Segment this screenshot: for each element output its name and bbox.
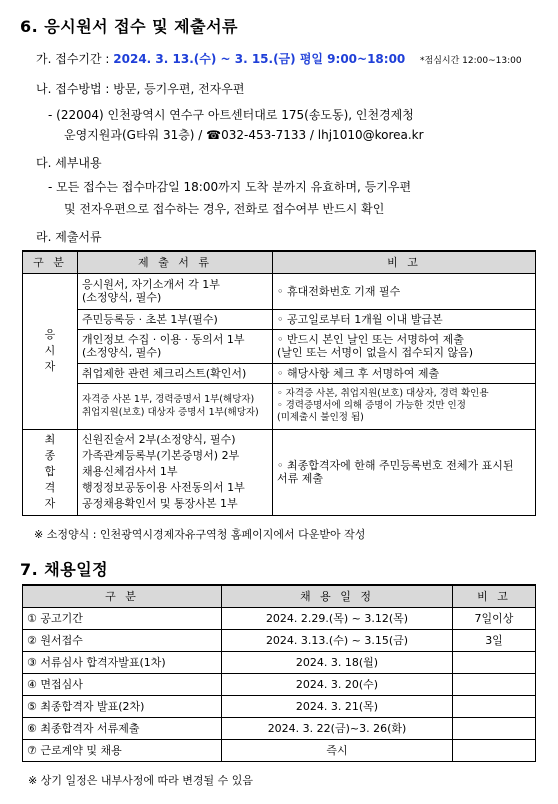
doc-note: ◦ 자격증 사본, 취업지원(보호) 대상자, 경력 확인용 ◦ 경력증명서에 의해 증명이 가능한 것만 인정 (미제출시 불인정 됨) (273, 383, 536, 429)
schedule-step (23, 629, 222, 651)
doc-note: ◦ 공고일로부터 1개월 이내 발급본 (273, 309, 536, 329)
step-name: 면접심사 (40, 678, 83, 691)
receipt-period-line (36, 50, 405, 67)
address-line-2: 운영지원과(G타워 31층) / ☎032-453-7133 / lhj1010@korea.kr (64, 128, 424, 142)
step-number: ⑥ (27, 722, 37, 735)
doc-note: ◦ 휴대전화번호 기재 필수 (273, 273, 536, 309)
doc-item: 응시원서, 자기소개서 각 1부 (소정양식, 필수) (78, 273, 273, 309)
schedule-date: 2024. 3. 22(금)~3. 26(화) (222, 717, 453, 739)
schedule-note (453, 739, 536, 761)
schedule-date: 2024. 3. 18(월) (222, 651, 453, 673)
doc-item: 취업제한 관련 체크리스트(확인서) (78, 363, 273, 383)
step-name: 서류심사 합격자발표(1차) (40, 656, 166, 669)
doc-note: ◦ 해당사항 체크 후 서명하여 제출 (273, 363, 536, 383)
schedule-date: 2024. 3. 21(목) (222, 695, 453, 717)
step-number: ⑤ (27, 700, 37, 713)
final-group-label: 최 종 합 격 자 (23, 429, 78, 515)
schedule-date: 2024. 3. 20(수) (222, 673, 453, 695)
schedule-note (453, 717, 536, 739)
docs-header-documents: 제 출 서 류 (78, 251, 273, 273)
schedule-note (453, 651, 536, 673)
step-number: ⑦ (27, 744, 37, 757)
details-line-2: 및 전자우편으로 접수하는 경우, 전화로 접수여부 반드시 확인 (64, 202, 385, 216)
schedule-row (23, 739, 536, 761)
schedule-row (23, 673, 536, 695)
schedule-row (23, 651, 536, 673)
details-label: 다. 세부내용 (36, 156, 102, 170)
schedule-row (23, 695, 536, 717)
step-name: 원서접수 (40, 634, 83, 647)
receipt-period-label: 가. 접수기간 : (36, 52, 110, 66)
schedule-step (23, 695, 222, 717)
schedule-row (23, 607, 536, 629)
schedule-date: 즉시 (222, 739, 453, 761)
section-6-title: 6. 응시원서 접수 및 제출서류 (20, 17, 239, 36)
step-number: ③ (27, 656, 37, 669)
doc-note: ◦ 최종합격자에 한해 주민등록번호 전체가 표시된 서류 제출 (273, 429, 536, 515)
doc-item: 주민등록등 · 초본 1부(필수) (78, 309, 273, 329)
step-name: 최종합격자 발표(2차) (40, 700, 145, 713)
docs-footnote: ※ 소정양식 : 인천광역시경제자유구역청 홈페이지에서 다운받아 작성 (34, 528, 366, 541)
schedule-note: 3일 (453, 629, 536, 651)
section-7-title: 7. 채용일정 (20, 560, 109, 579)
doc-note: ◦ 반드시 본인 날인 또는 서명하여 제출 (날인 또는 서명이 없을시 접수되지 않음) (273, 329, 536, 363)
schedule-date: 2024. 3.13.(수) ~ 3.15(금) (222, 629, 453, 651)
step-number: ① (27, 612, 37, 625)
doc-item: 개인정보 수집 · 이용 · 동의서 1부 (소정양식, 필수) (78, 329, 273, 363)
schedule-table (22, 584, 536, 762)
schedule-date: 2024. 2.29.(목) ~ 3.12(목) (222, 607, 453, 629)
schedule-row (23, 717, 536, 739)
schedule-footnote: ※ 상기 일정은 내부사정에 따라 변경될 수 있음 (28, 774, 253, 787)
schedule-header-date: 채 용 일 정 (222, 585, 453, 607)
schedule-note: 7일이상 (453, 607, 536, 629)
step-name: 근로계약 및 채용 (40, 744, 122, 757)
schedule-step (23, 739, 222, 761)
schedule-note (453, 695, 536, 717)
doc-item: 자격증 사본 1부, 경력증명서 1부(해당자) 취업지원(보호) 대상자 증명서 1부(해당자) (78, 383, 273, 429)
step-number: ④ (27, 678, 37, 691)
doc-item: 신원진술서 2부(소정양식, 필수) 가족관계등록부(기본증명서) 2부 채용신체검사서 1부 행정정보공동이용 사전동의서 1부 공정채용확인서 및 통장사본 1부 (78, 429, 273, 515)
step-name: 공고기간 (40, 612, 83, 625)
schedule-header-notes: 비 고 (453, 585, 536, 607)
receipt-method: 나. 접수방법 : 방문, 등기우편, 전자우편 (36, 82, 245, 96)
step-name: 최종합격자 서류제출 (40, 722, 140, 735)
documents-table (22, 250, 536, 516)
schedule-header-category: 구 분 (23, 585, 222, 607)
lunch-note: *점심시간 12:00~13:00 (420, 56, 522, 66)
details-line-1: - 모든 접수는 접수마감일 18:00까지 도착 분까지 유효하며, 등기우편 (48, 180, 412, 194)
schedule-step (23, 651, 222, 673)
schedule-note (453, 673, 536, 695)
schedule-step (23, 607, 222, 629)
address-line-1: - (22004) 인천광역시 연수구 아트센터대로 175(송도동), 인천경제청 (48, 108, 414, 122)
step-number: ② (27, 634, 37, 647)
docs-header-category: 구 분 (23, 251, 78, 273)
receipt-period-value: 2024. 3. 13.(수) ~ 3. 15.(금) 평일 9:00~18:00 (113, 52, 406, 66)
schedule-step (23, 717, 222, 739)
applicant-group-label: 응 시 자 (23, 273, 78, 429)
schedule-step (23, 673, 222, 695)
docs-header-notes: 비 고 (273, 251, 536, 273)
schedule-row (23, 629, 536, 651)
documents-label: 라. 제출서류 (36, 230, 102, 244)
